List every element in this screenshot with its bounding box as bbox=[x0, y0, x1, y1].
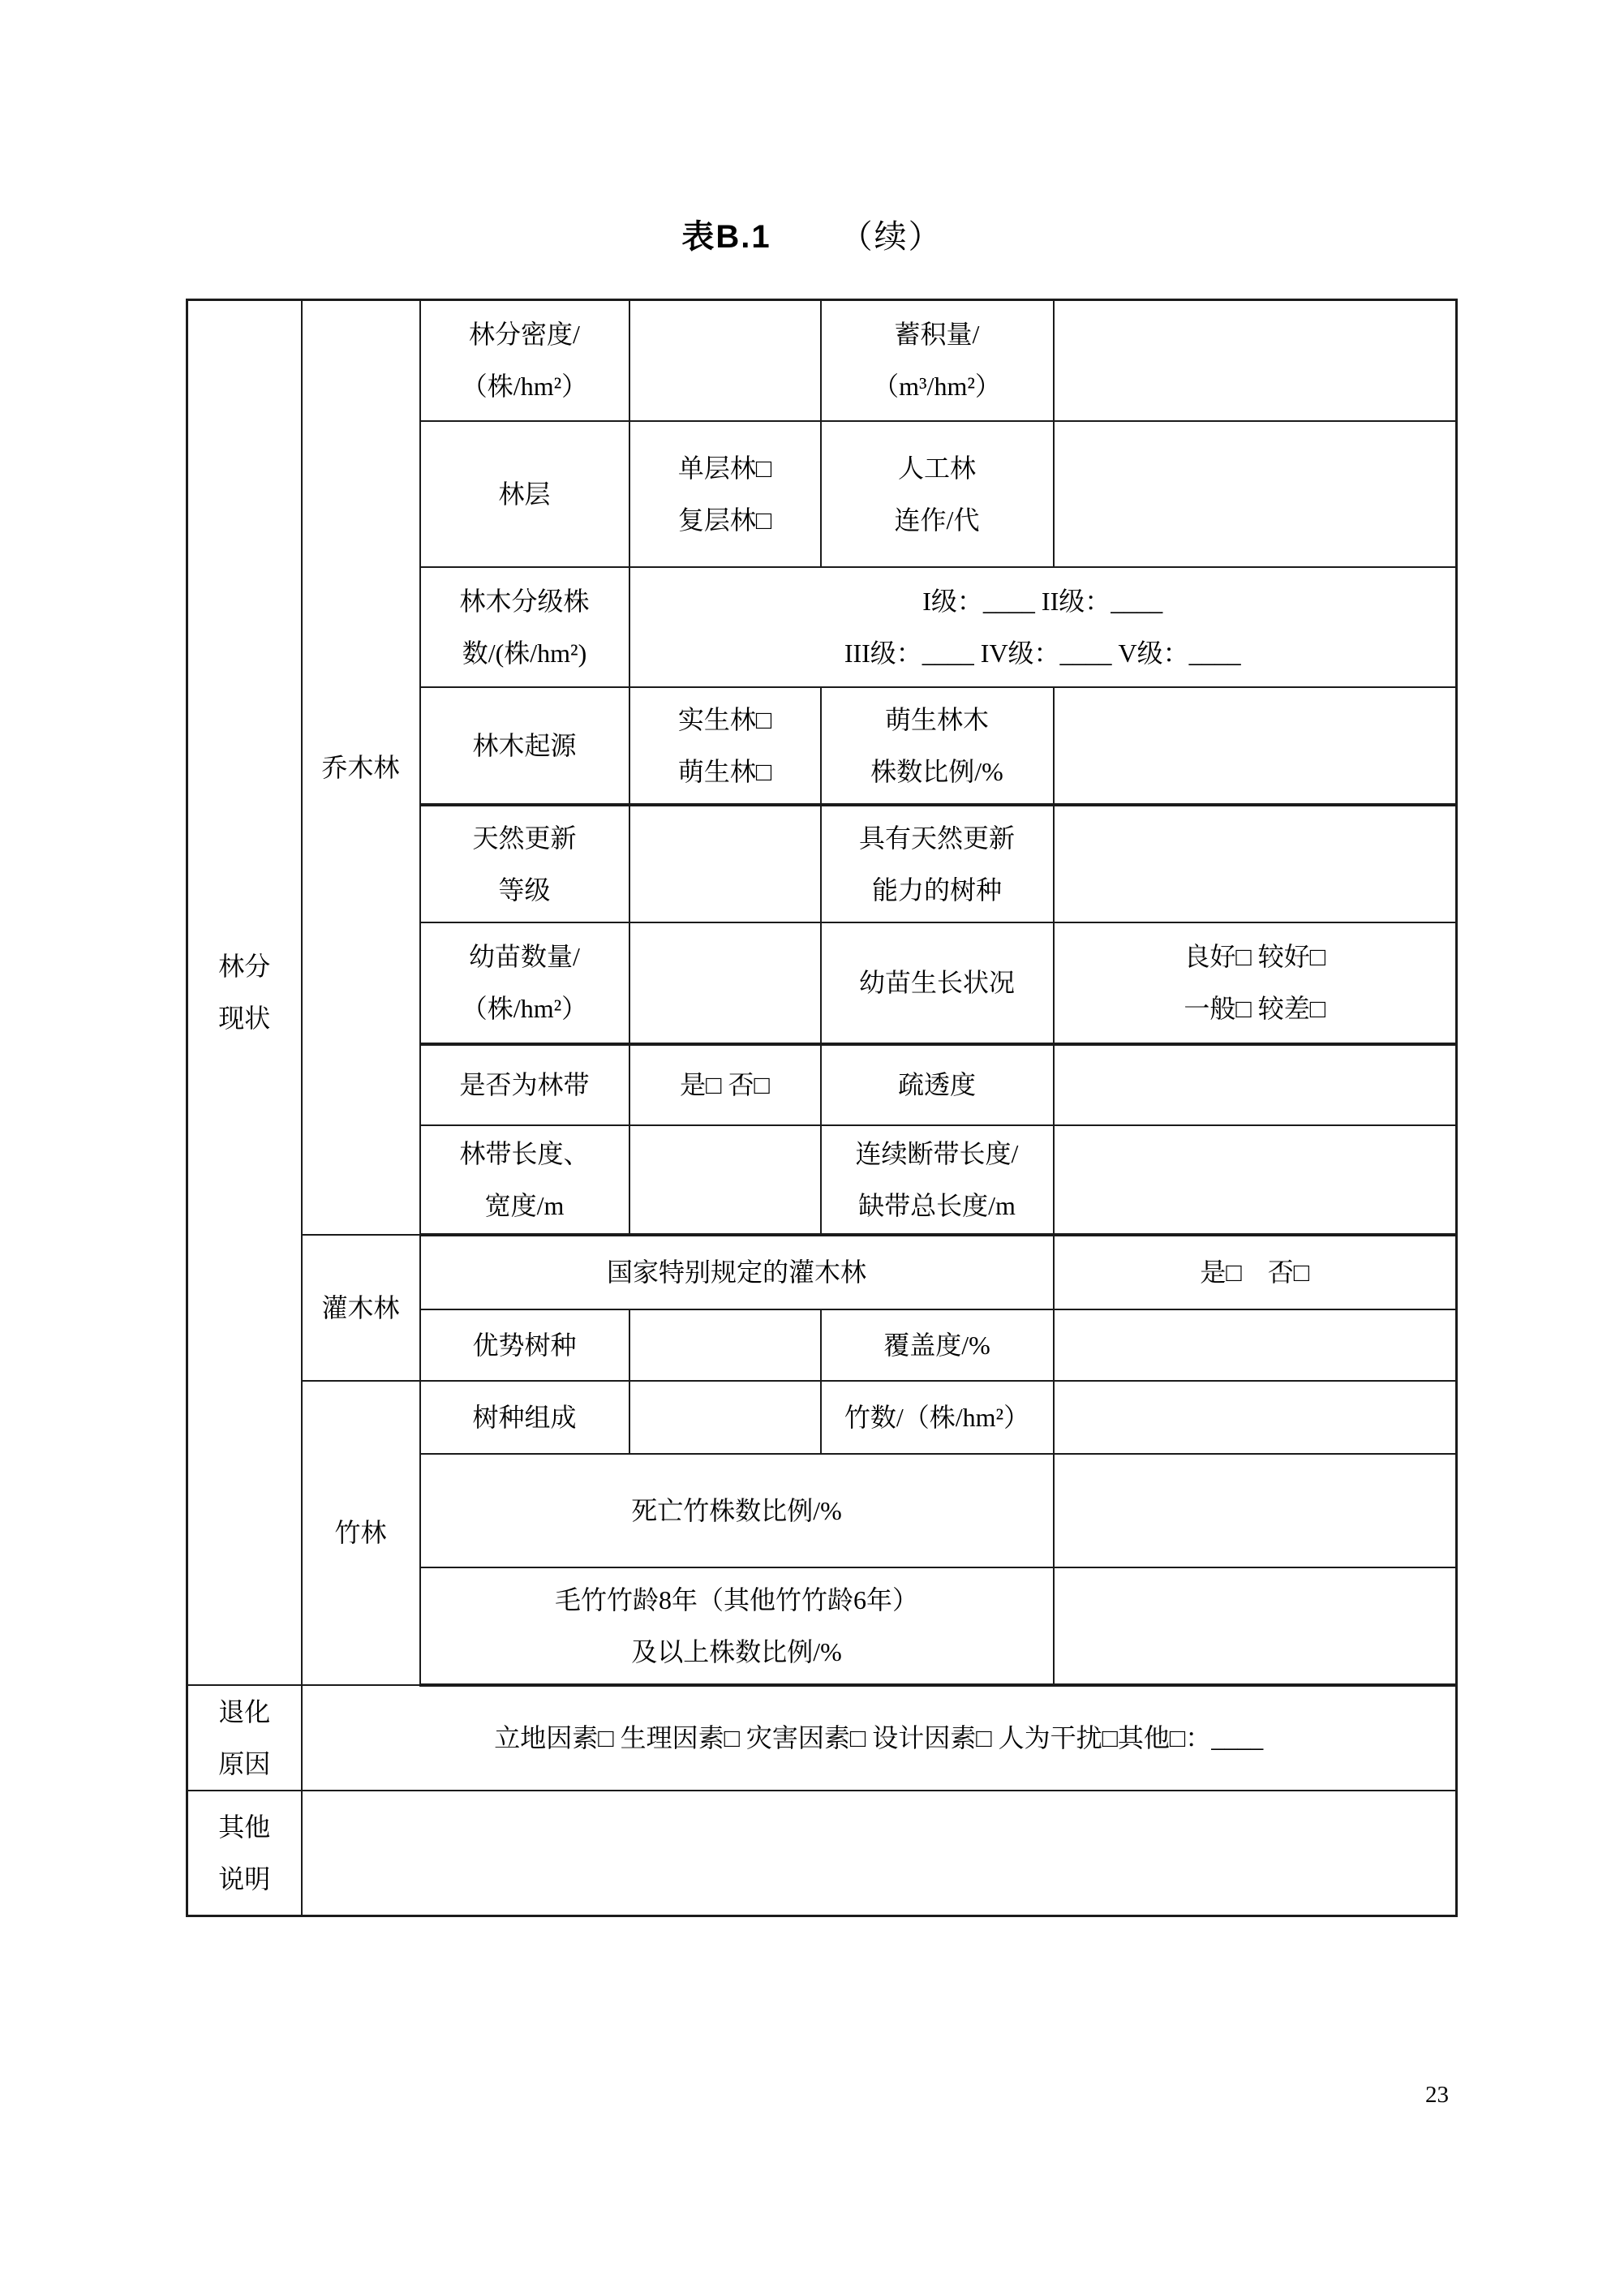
label-seedling-count-line2: （株/hm²） bbox=[461, 994, 588, 1023]
label-stock-volume-line1: 蓄积量/ bbox=[894, 320, 980, 350]
row-header-stand-status bbox=[187, 300, 302, 1685]
label-coverage: 覆盖度/% bbox=[821, 1309, 1054, 1381]
label-species-composition: 树种组成 bbox=[420, 1381, 629, 1454]
field-seedling-count bbox=[629, 922, 821, 1044]
field-belt-length-width bbox=[629, 1125, 821, 1235]
checkbox-tree-origin-options bbox=[629, 687, 821, 805]
checkbox-multi-layer: 复层林□ bbox=[677, 505, 772, 535]
label-natural-regen-line2: 等级 bbox=[498, 875, 551, 905]
checkbox-sprout-origin: 萌生林□ bbox=[677, 756, 772, 786]
field-gap-length bbox=[1054, 1125, 1457, 1235]
checkbox-forest-layer-options bbox=[629, 421, 821, 567]
label-bamboo-age-ratio bbox=[420, 1567, 1054, 1685]
label-sprout-ratio bbox=[821, 687, 1054, 805]
checkbox-degradation-cause-options: 立地因素□ 生理因素□ 灾害因素□ 设计因素□ 人为干扰□其他□：____ bbox=[302, 1685, 1457, 1791]
label-tree-grading-line2: 数/(株/hm²) bbox=[462, 638, 587, 668]
row-header-stand-status-line1: 林分 bbox=[218, 952, 271, 982]
label-bamboo-age-line2: 及以上株数比例/% bbox=[631, 1636, 842, 1666]
field-bamboo-age-ratio bbox=[1054, 1567, 1457, 1685]
checkbox-seed-origin: 实生林□ bbox=[677, 704, 772, 734]
label-is-shelterbelt: 是否为林带 bbox=[420, 1044, 629, 1125]
label-gap-length-line2: 缺带总长度/m bbox=[858, 1190, 1016, 1220]
table-title-number: 表B.1 bbox=[681, 219, 771, 255]
checkbox-state-special-shrub: 是□ 否□ bbox=[1054, 1235, 1457, 1309]
label-porosity: 疏透度 bbox=[821, 1044, 1054, 1125]
table-title bbox=[0, 211, 1624, 257]
label-stock-volume bbox=[821, 300, 1054, 421]
row-header-degradation-cause bbox=[187, 1685, 302, 1791]
field-stand-density bbox=[629, 300, 821, 421]
label-tree-grading-line1: 林木分级株 bbox=[459, 586, 590, 616]
label-bamboo-age-line1: 毛竹竹龄8年（其他竹竹龄6年） bbox=[554, 1584, 918, 1615]
label-plantation-rotation bbox=[821, 421, 1054, 567]
field-porosity bbox=[1054, 1044, 1457, 1125]
label-dead-bamboo-ratio: 死亡竹株数比例/% bbox=[420, 1454, 1054, 1567]
label-sprout-ratio-line1: 萌生林木 bbox=[884, 704, 989, 734]
field-species-composition bbox=[629, 1381, 821, 1454]
table-title-continued: （续） bbox=[840, 218, 943, 255]
field-dead-bamboo-ratio bbox=[1054, 1454, 1457, 1567]
label-regen-species-line1: 具有天然更新 bbox=[858, 823, 1015, 853]
checkbox-growth-good-better: 良好□ 较好□ bbox=[1184, 942, 1326, 971]
row-header-degradation-line2: 原因 bbox=[218, 1748, 271, 1778]
label-gap-length-line1: 连续断带长度/ bbox=[855, 1138, 1019, 1168]
row-header-other-notes-line2: 说明 bbox=[218, 1864, 271, 1894]
form-table-b1 bbox=[186, 299, 1458, 1917]
field-dominant-species bbox=[629, 1309, 821, 1381]
label-stock-volume-line2: （m³/hm²） bbox=[873, 372, 1001, 402]
label-natural-regen-grade bbox=[420, 805, 629, 922]
label-forest-layer: 林层 bbox=[420, 421, 629, 567]
field-bamboo-count bbox=[1054, 1381, 1457, 1454]
label-natural-regen-line1: 天然更新 bbox=[472, 823, 577, 853]
label-stand-density-line1: 林分密度/ bbox=[469, 320, 580, 350]
checkbox-single-layer: 单层林□ bbox=[677, 453, 772, 483]
field-natural-regen-grade bbox=[629, 805, 821, 922]
group-header-arbor-forest: 乔木林 bbox=[302, 300, 420, 1235]
group-header-bamboo-forest: 竹林 bbox=[302, 1381, 420, 1685]
field-grading-line2: III级：____ IV级：____ V级：____ bbox=[844, 638, 1241, 668]
label-bamboo-count: 竹数/（株/hm²） bbox=[821, 1381, 1054, 1454]
group-header-shrub-forest: 灌木林 bbox=[302, 1235, 420, 1381]
field-coverage bbox=[1054, 1309, 1457, 1381]
field-stock-volume bbox=[1054, 300, 1457, 421]
field-grading-line1: I级：____ II级：____ bbox=[922, 586, 1163, 616]
label-tree-origin: 林木起源 bbox=[420, 687, 629, 805]
field-tree-grading-values bbox=[629, 567, 1457, 687]
checkbox-seedling-growth-options bbox=[1054, 922, 1457, 1044]
checkbox-is-shelterbelt: 是□ 否□ bbox=[629, 1044, 821, 1125]
label-seedling-count bbox=[420, 922, 629, 1044]
row-header-degradation-line1: 退化 bbox=[218, 1696, 271, 1726]
label-belt-length-line2: 宽度/m bbox=[484, 1190, 565, 1220]
checkbox-growth-normal-poor: 一般□ 较差□ bbox=[1184, 994, 1326, 1023]
label-regen-species-line2: 能力的树种 bbox=[871, 875, 1002, 905]
page-number: 23 bbox=[1425, 2082, 1449, 2108]
label-stand-density-line2: （株/hm²） bbox=[461, 372, 588, 402]
label-plantation-line2: 连作/代 bbox=[894, 505, 980, 535]
label-seedling-count-line1: 幼苗数量/ bbox=[469, 942, 580, 971]
label-belt-length-line1: 林带长度、 bbox=[459, 1138, 590, 1168]
label-regen-species bbox=[821, 805, 1054, 922]
field-plantation-rotation bbox=[1054, 421, 1457, 567]
field-other-notes bbox=[302, 1791, 1457, 1916]
label-stand-density bbox=[420, 300, 629, 421]
label-seedling-growth: 幼苗生长状况 bbox=[821, 922, 1054, 1044]
field-sprout-ratio bbox=[1054, 687, 1457, 805]
row-header-other-notes bbox=[187, 1791, 302, 1916]
label-plantation-line1: 人工林 bbox=[897, 453, 976, 483]
field-regen-species bbox=[1054, 805, 1457, 922]
label-tree-grading bbox=[420, 567, 629, 687]
row-header-other-notes-line1: 其他 bbox=[218, 1812, 271, 1842]
label-gap-length bbox=[821, 1125, 1054, 1235]
label-sprout-ratio-line2: 株数比例/% bbox=[870, 756, 1003, 786]
row-header-stand-status-line2: 现状 bbox=[218, 1004, 271, 1034]
label-state-special-shrub: 国家特别规定的灌木林 bbox=[420, 1235, 1054, 1309]
label-belt-length-width bbox=[420, 1125, 629, 1235]
label-dominant-species: 优势树种 bbox=[420, 1309, 629, 1381]
